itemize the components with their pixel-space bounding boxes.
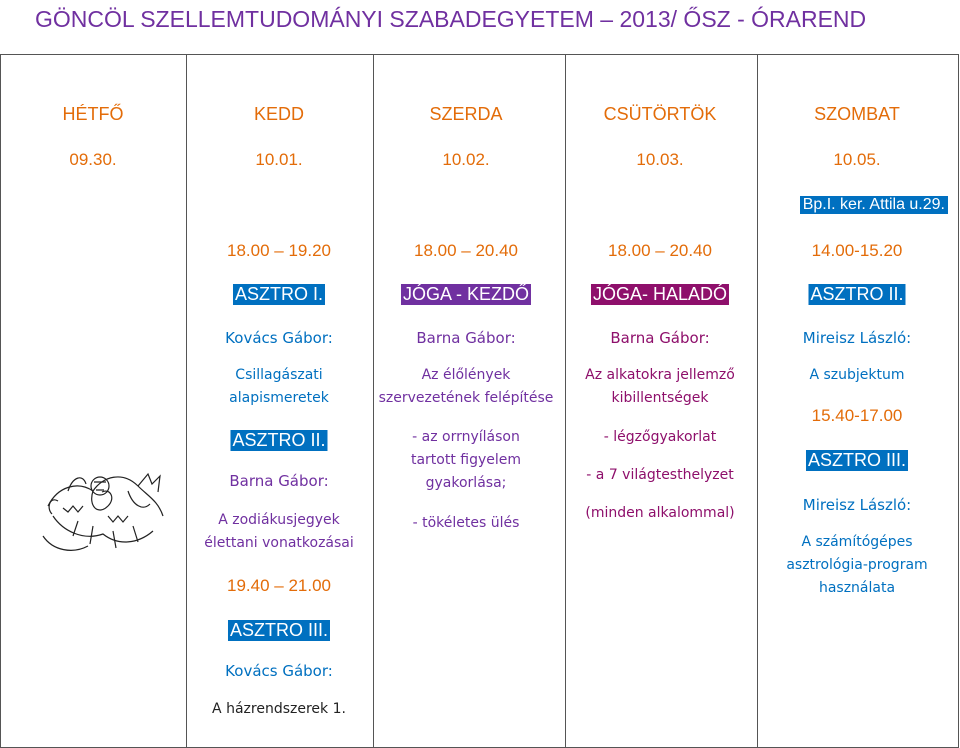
day-date-thursday: 10.03. [636, 150, 684, 169]
wednesday-time: 18.00 – 20.40 [414, 241, 518, 260]
saturday-desc-2-line-2: asztrológia-program [786, 557, 928, 573]
tuesday-desc-2-line-1: A zodiákusjegyek [218, 512, 340, 528]
wednesday-course: JÓGA - KEZDŐ [402, 284, 530, 304]
grid-line [186, 54, 187, 748]
tuesday-course-3: ASZTRO III. [229, 620, 329, 640]
wednesday-desc-line-2: szervezetének felépítése [378, 390, 554, 406]
wednesday-desc-line-4: tartott figyelem [410, 452, 522, 468]
saturday-desc-1: A szubjektum [809, 367, 905, 383]
tuesday-desc-3: A házrendszerek 1. [212, 701, 346, 717]
thursday-desc-line-1: Az alkatokra jellemző [585, 367, 735, 383]
wednesday-desc-line-5: gyakorlása; [425, 475, 507, 491]
day-name-monday: HÉTFŐ [62, 104, 124, 124]
saturday-desc-2-line-1: A számítógépes [801, 534, 913, 550]
saturday-desc-2-line-3: használata [818, 580, 896, 596]
saturday-course-2: ASZTRO III. [807, 450, 907, 470]
day-name-wednesday: SZERDA [429, 104, 503, 124]
day-date-wednesday: 10.02. [442, 150, 490, 169]
day-date-monday: 09.30. [69, 150, 117, 169]
wednesday-desc-line-6: - tökéletes ülés [412, 515, 520, 531]
tuesday-desc-1-line-1: Csillagászati [235, 367, 323, 383]
day-date-tuesday: 10.01. [255, 150, 303, 169]
day-name-tuesday: KEDD [253, 104, 305, 124]
grid-line [0, 54, 959, 55]
day-name-saturday: SZOMBAT [814, 104, 900, 124]
grid-line [757, 54, 758, 748]
tuesday-time-2: 19.40 – 21.00 [227, 576, 331, 595]
page-title: GÖNCÖL SZELLEMTUDOMÁNYI SZABADEGYETEM – 2013/ ŐSZ - ÓRAREND [35, 6, 867, 32]
grid-line [373, 54, 374, 748]
tuesday-teacher-1: Kovács Gábor: [225, 329, 333, 347]
tuesday-teacher-3: Kovács Gábor: [225, 662, 333, 680]
dragon-illustration [38, 446, 168, 556]
thursday-desc-line-4: - a 7 világtesthelyzet [586, 467, 734, 483]
thursday-desc-line-5: (minden alkalommal) [585, 505, 735, 521]
thursday-course: JÓGA- HALADÓ [592, 284, 728, 304]
saturday-teacher-2: Mireisz László: [802, 496, 912, 514]
tuesday-course-1: ASZTRO I. [234, 284, 324, 304]
tuesday-desc-2-line-2: élettani vonatkozásai [204, 535, 354, 551]
saturday-time-1: 14.00-15.20 [811, 241, 903, 260]
thursday-time: 18.00 – 20.40 [608, 241, 712, 260]
day-name-thursday: CSÜTÖRTÖK [603, 104, 717, 124]
day-date-saturday: 10.05. [833, 150, 881, 169]
tuesday-time-1: 18.00 – 19.20 [227, 241, 331, 260]
saturday-course-1: ASZTRO II. [810, 284, 904, 304]
venue-address: Bp.I. ker. Attila u.29. [800, 196, 948, 214]
wednesday-teacher: Barna Gábor: [416, 329, 516, 347]
saturday-time-2: 15.40-17.00 [811, 406, 903, 425]
wednesday-desc-line-1: Az élőlények [421, 367, 511, 383]
tuesday-teacher-2: Barna Gábor: [229, 472, 329, 490]
thursday-desc-line-3: - légzőgyakorlat [603, 429, 717, 445]
timetable-grid [0, 54, 960, 748]
grid-line [0, 54, 1, 748]
tuesday-desc-1-line-2: alapismeretek [229, 390, 329, 406]
thursday-desc-line-2: kibillentségek [611, 390, 709, 406]
tuesday-course-2: ASZTRO II. [232, 430, 326, 450]
thursday-teacher: Barna Gábor: [610, 329, 710, 347]
grid-line [565, 54, 566, 748]
wednesday-desc-line-3: - az orrnyíláson [412, 429, 520, 445]
saturday-teacher-1: Mireisz László: [802, 329, 912, 347]
grid-line [958, 54, 959, 748]
